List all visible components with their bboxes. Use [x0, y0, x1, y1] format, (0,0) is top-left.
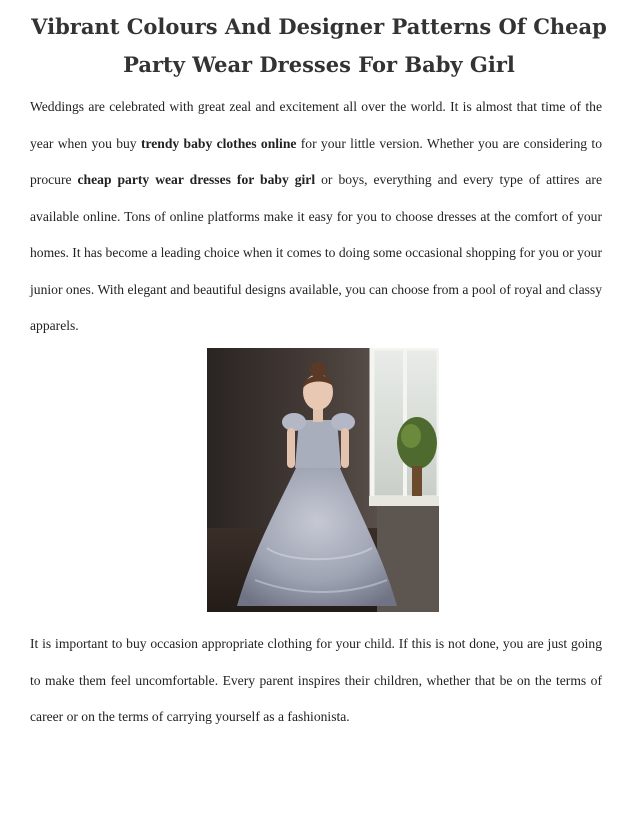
- intro-text-1: Weddings are celebrated with great zeal and excitement all over the world. It is almost that time of the year when you buy: [30, 99, 602, 151]
- closing-paragraph: It is important to buy occasion appropriate clothing for your child. If this is not done, you are just going to make them feel uncomfortable. Every parent inspires their children, whether that be on the terms of career or on the terms of carrying yourself as a fashionista.: [30, 636, 602, 724]
- photo-illustration: [207, 348, 439, 612]
- link-trendy-baby-clothes[interactable]: trendy baby clothes online: [140, 135, 297, 151]
- intro-paragraph: [30, 89, 602, 345]
- intro-text-3: or boys, everything and every type of attires are available online. Tons of online platforms make it easy for you to choose dresses at the comfort of your homes. It has become a leading choice when it comes to doing some occasional shopping for you or your junior ones. With elegant and beautiful designs available, you can choose from a pool of royal and classy apparels.: [30, 172, 602, 333]
- page-title: Vibrant Colours And Designer Patterns Of Cheap Party Wear Dresses For Baby Girl: [31, 14, 607, 77]
- intro-text-2: for your little version. Whether you are considering to procure: [30, 135, 602, 187]
- link-cheap-party-wear[interactable]: cheap party wear dresses for baby girl: [77, 172, 316, 187]
- girl-in-dress-photo: [207, 348, 439, 612]
